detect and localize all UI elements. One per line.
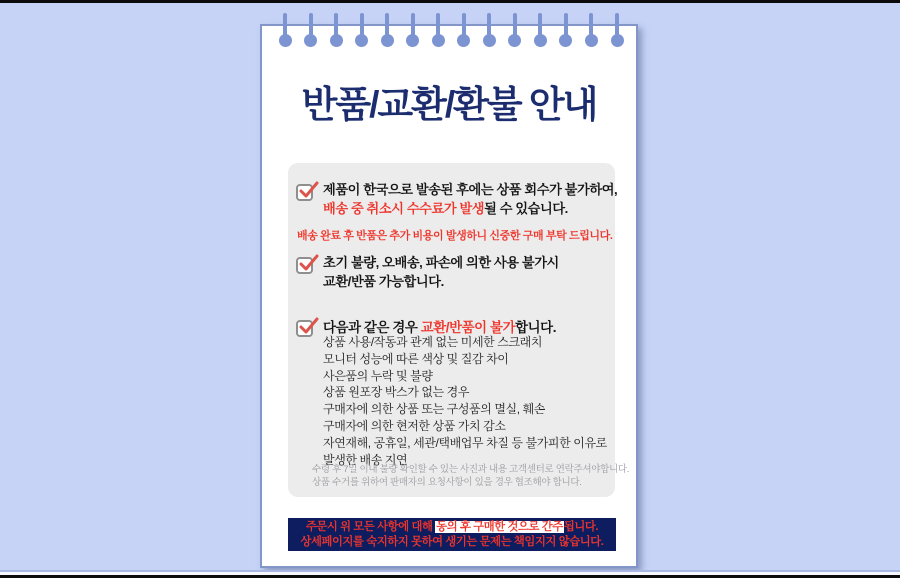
restriction-item: 상품 원포장 박스가 없는 경우 [323, 385, 470, 400]
restriction-item: 상품 사용/작동과 관계 없는 미세한 스크래치 [323, 335, 543, 349]
letterbox-top [0, 0, 900, 3]
red-checkmark-icon [298, 253, 319, 274]
restriction-list [323, 334, 607, 468]
checkbox-icon [296, 320, 313, 337]
policy-box [288, 163, 630, 497]
notebook-page [260, 24, 638, 568]
policy-shipping-text [323, 180, 617, 218]
policy-line: 제품이 한국으로 발송된 후에는 상품 회수가 불가하여, [323, 182, 618, 197]
disclaimer-pre: 주문시 위 모든 사항에 대해 [305, 520, 436, 533]
policy-line: 초기 불량, 오배송, 파손에 의한 사용 불가시 [323, 255, 559, 270]
disclaimer-banner [288, 518, 616, 551]
fine-print-note: 상품 수거를 위하여 판매자의 요청사항이 있을 경우 협조해야 합니다. [312, 476, 582, 488]
disclaimer-line2: 상세페이지를 숙지하지 못하여 생기는 문제는 책임지지 않습니다. [300, 535, 604, 548]
restriction-item: 구매자에 의한 현저한 상품 가치 감소 [323, 418, 506, 433]
heading-red: 교환/반품이 불가 [420, 320, 516, 335]
checkbox-icon [296, 184, 313, 201]
restriction-item: 모니터 성능에 따른 색상 및 질감 차이 [323, 351, 509, 366]
policy-defect-text [323, 253, 559, 291]
restriction-item: 발생한 배송 지연 [323, 452, 408, 467]
page-title: 반품/교환/환불 안내 [301, 84, 597, 125]
restriction-item: 자연재해, 공휴일, 세관/택배업무 차질 등 불가피한 이유로 [323, 435, 607, 450]
restriction-item: 구매자에 의한 상품 또는 구성품의 멸실, 훼손 [323, 402, 545, 417]
policy-line: 교환/반품 가능합니다. [323, 274, 444, 289]
fine-print-note: 수령 후 7일 이내 불량 확인할 수 있는 사진과 내용 고객센터로 연락주셔야합니다. [312, 464, 630, 475]
disclaimer-highlight: 동의 후 구매한 것으로 간주 [436, 520, 563, 533]
policy-line-red: 배송 중 취소시 수수료가 발생 [323, 201, 485, 216]
heading-pre: 다음과 같은 경우 [323, 320, 421, 335]
fine-print-notes [312, 464, 629, 489]
heading-post: 합니다. [515, 320, 557, 335]
disclaimer-line1 [306, 520, 598, 535]
shipping-warning-note: 배송 완료 후 반품은 추가 비용이 발생하니 신중한 구매 부탁 드립니다. [297, 230, 613, 242]
disclaimer-post: 됩니다. [563, 520, 599, 533]
checkbox-icon [296, 257, 313, 274]
restriction-item: 사은품의 누락 및 불량 [323, 368, 433, 383]
red-checkmark-icon [298, 316, 319, 337]
policy-line-rest: 될 수 있습니다. [484, 201, 568, 216]
red-checkmark-icon [298, 180, 319, 201]
